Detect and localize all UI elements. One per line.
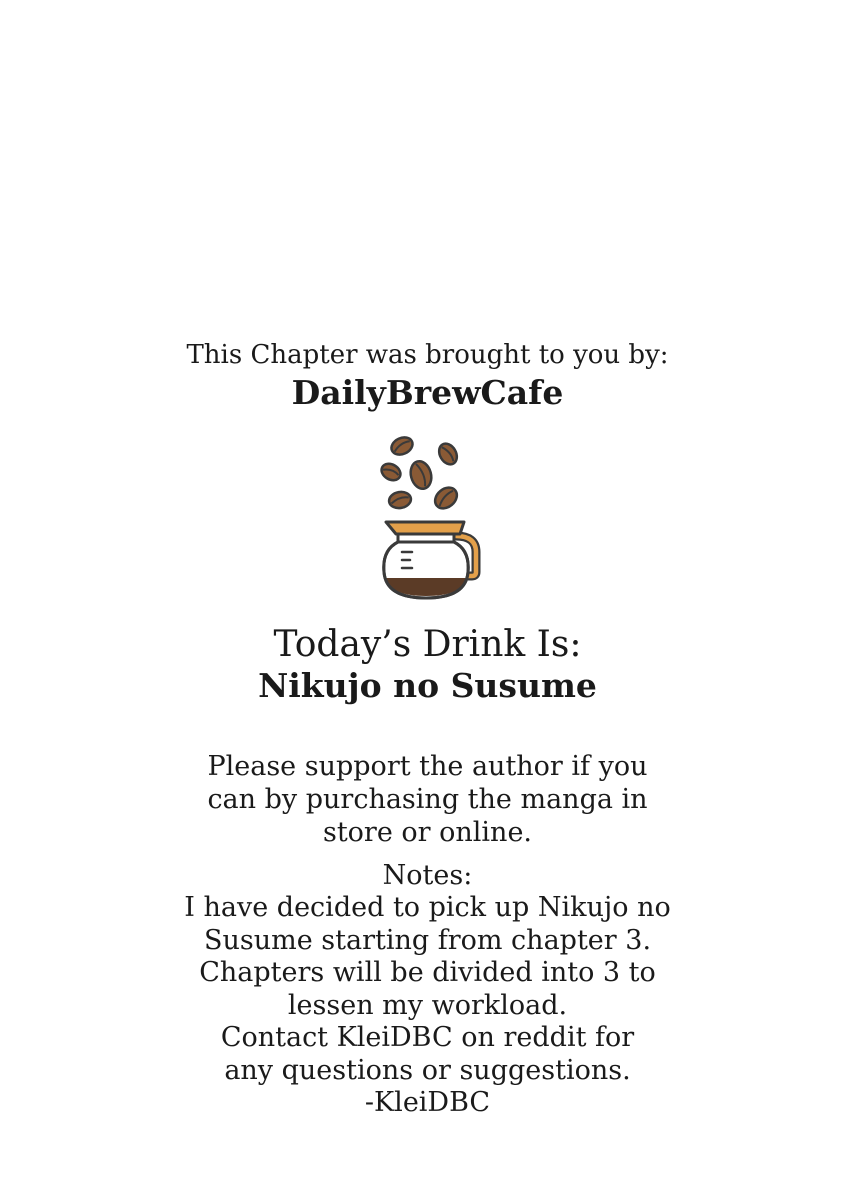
support-message [0,750,855,849]
coffee-bean-icon [379,461,404,484]
support-line: store or online. [322,817,533,848]
coffee-pot-icon [384,522,476,598]
notes-body [0,892,855,1120]
notes-signature: -KleiDBC [364,1087,491,1118]
notes-heading: Notes: [382,860,473,891]
coffee-bean-icon [389,434,416,458]
notes-line: Contact KleiDBC on reddit for [220,1022,635,1053]
coffee-bean-icon [408,459,435,491]
coffee-bean-icon [436,440,461,467]
notes-line: Susume starting from chapter 3. [203,924,652,956]
coffee-bean-icon [431,483,461,512]
coffee-bean-icon [388,490,412,510]
credit-intro-text: This Chapter was brought to you by: [186,340,669,370]
support-line: can by purchasing the manga in [207,784,648,815]
coffee-pot-with-beans-icon [372,432,484,604]
support-line: Please support the author if you [207,751,648,782]
notes-line: lessen my workload. [287,989,568,1021]
notes-line: Chapters will be divided into 3 to [199,957,656,988]
drink-heading: Today’s Drink Is: [273,624,582,665]
drink-name: Nikujo no Susume [258,666,597,705]
notes-line: any questions or suggestions. [224,1054,631,1086]
notes-line: I have decided to pick up Nikujo no [184,892,671,923]
scanlation-group-name: DailyBrewCafe [291,373,564,412]
